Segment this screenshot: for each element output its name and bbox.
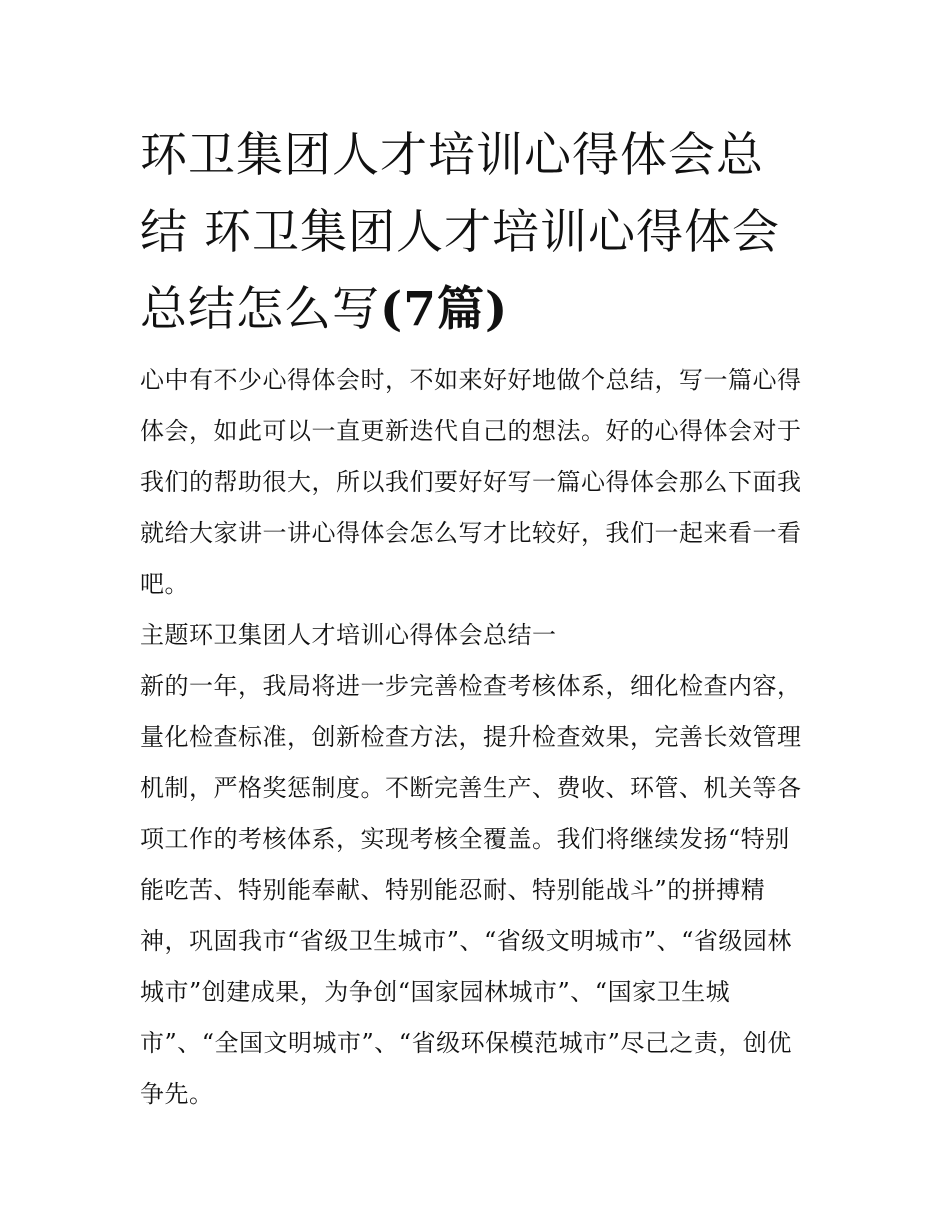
title-count-suffix: 篇) [436, 282, 509, 337]
intro-line: 我们的帮助很大，所以我们要好好写一篇心得体会那么下面我 [140, 468, 802, 496]
intro-line: 体会，如此可以一直更新迭代自己的想法。好的心得体会对于 [140, 417, 802, 445]
title-line-3: 总结怎么写 [140, 282, 380, 337]
section-line: 机制，严格奖惩制度。不断完善生产、费收、环管、机关等各 [140, 774, 802, 802]
section-line: 神，巩固我市“省级卫生城市”、“省级文明城市”、“省级园林 [140, 927, 792, 955]
section-line: 新的一年，我局将进一步完善检查考核体系，细化检查内容， [140, 672, 802, 700]
title-count: (7 [380, 282, 437, 337]
section-line: 能吃苦、特别能奉献、特别能忍耐、特别能战斗”的拼搏精 [140, 876, 766, 904]
document-title [140, 117, 830, 348]
section-line: 争先。 [140, 1080, 214, 1108]
section-line: 项工作的考核体系，实现考核全覆盖。我们将继续发扬“特别 [140, 825, 790, 853]
section-heading: 主题环卫集团人才培训心得体会总结一 [140, 621, 557, 649]
intro-line: 就给大家讲一讲心得体会怎么写才比较好，我们一起来看一看 [140, 519, 802, 547]
title-line-1: 环卫集团人才培训心得体会总 [140, 128, 764, 183]
intro-line: 心中有不少心得体会时，不如来好好地做个总结，写一篇心得 [140, 366, 802, 394]
document-body [140, 355, 830, 1120]
title-line-2: 结 环卫集团人才培训心得体会 [140, 205, 780, 260]
section-line: 量化检查标准，创新检查方法，提升检查效果，完善长效管理 [140, 723, 802, 751]
section-line: 市”、“全国文明城市”、“省级环保模范城市”尽己之责，创优 [140, 1029, 792, 1057]
intro-line: 吧。 [140, 570, 189, 598]
section-line: 城市”创建成果，为争创“国家园林城市”、“国家卫生城 [140, 978, 731, 1006]
